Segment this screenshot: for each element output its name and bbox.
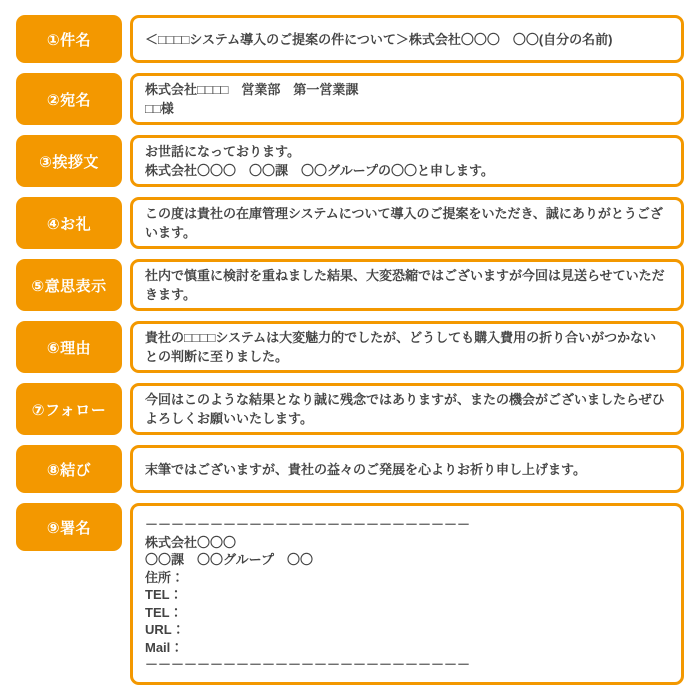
content-line: Mail： (145, 639, 184, 655)
section-content-box (130, 383, 684, 435)
section-label-badge: ⑧結び (16, 445, 122, 493)
content-line: 貴社の□□□□システムは大変魅力的でしたが、どうしても購入費用の折り合いがつかないとの判断に至りました。 (145, 330, 657, 364)
content-line: お世話になっております。 (145, 144, 300, 159)
content-line: 株式会社□□□□ 営業部 第一営業課 (145, 82, 359, 97)
section-content-box (130, 15, 684, 63)
section-content-box (130, 73, 684, 125)
content-line: URL： (145, 622, 185, 637)
content-line: ＜□□□□システム導入のご提案の件について＞株式会社〇〇〇 〇〇(自分の名前) (145, 31, 613, 47)
email-section-row (16, 321, 684, 373)
email-section-row (16, 259, 684, 311)
content-line: 今回はこのような結果となり誠に残念ではありますが、またの機会がございましたらぜひよろしくお願いいたします。 (145, 392, 665, 426)
content-line: 株式会社〇〇〇 (145, 534, 237, 550)
content-line: 住所： (145, 569, 185, 585)
section-content-box (130, 259, 684, 311)
email-section-row (16, 197, 684, 249)
section-content-box (130, 503, 684, 685)
content-line: 末筆ではございますが、貴社の益々のご発展を心よりお祈り申し上げます。 (145, 461, 586, 477)
content-line: TEL： (145, 587, 183, 602)
section-content-box (130, 135, 684, 187)
email-section-row (16, 383, 684, 435)
email-structure-list (16, 15, 684, 685)
section-label-badge: ①件名 (16, 15, 122, 63)
section-label-badge: ⑦フォロー (16, 383, 122, 435)
content-line: －－－－－－－－－－－－－－－－－－－－－－－－－ (145, 517, 471, 532)
content-line: TEL： (145, 604, 183, 620)
section-content-box (130, 197, 684, 249)
email-section-row (16, 503, 684, 685)
section-label-badge: ⑥理由 (16, 321, 122, 373)
section-label-badge: ⑤意思表示 (16, 259, 122, 311)
section-content-box (130, 445, 684, 493)
content-line: －－－－－－－－－－－－－－－－－－－－－－－－－ (145, 657, 471, 672)
section-label-badge: ③挨拶文 (16, 135, 122, 187)
content-line: この度は貴社の在庫管理システムについて導入のご提案をいただき、誠にありがとうございます。 (145, 206, 663, 240)
section-label-badge: ④お礼 (16, 197, 122, 249)
email-section-row (16, 135, 684, 187)
section-label-badge: ⑨署名 (16, 503, 122, 551)
content-line: 社内で慎重に検討を重ねました結果、大変恐縮ではございますが今回は見送らせていただきます。 (145, 268, 665, 302)
content-line: 株式会社〇〇〇 〇〇課 〇〇グループの〇〇と申します。 (145, 163, 494, 178)
email-section-row (16, 445, 684, 493)
email-section-row (16, 73, 684, 125)
content-line: 〇〇課 〇〇グループ 〇〇 (145, 552, 313, 567)
section-label-badge: ②宛名 (16, 73, 122, 125)
content-line: □□様 (145, 101, 174, 116)
section-content-box (130, 321, 684, 373)
email-section-row (16, 15, 684, 63)
